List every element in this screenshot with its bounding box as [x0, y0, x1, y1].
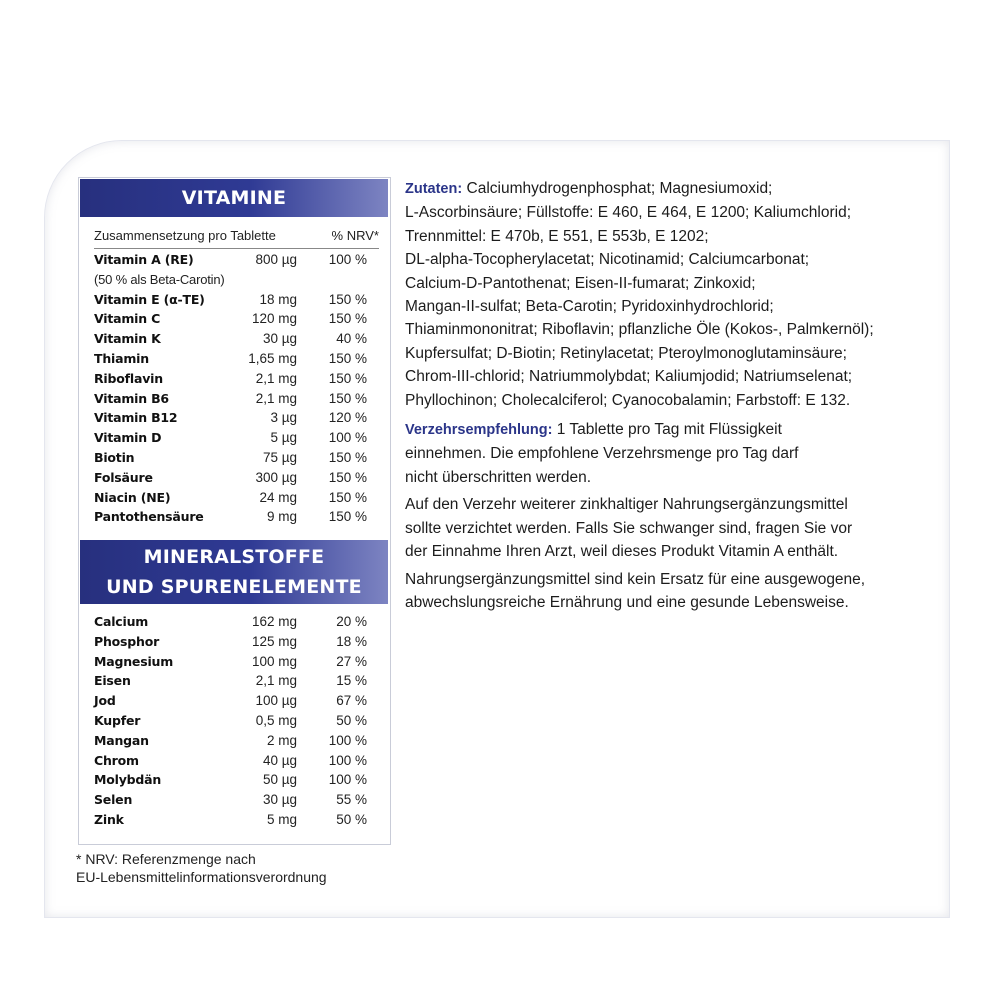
- nutrient-nrv: 27 %: [336, 653, 367, 669]
- text-line: Auf den Verzehr weiterer zinkhaltiger Nahrungsergänzungsmittel: [405, 496, 848, 514]
- nutrient-nrv: 100 %: [328, 252, 367, 267]
- composition-header: Zusammensetzung pro Tablette: [94, 228, 276, 243]
- nutrient-amount: 120 mg: [251, 311, 297, 327]
- nutrient-name: Pantothensäure: [94, 509, 204, 525]
- nutrient-nrv: 150 %: [328, 350, 367, 366]
- nutrient-name: Vitamin A (RE): [94, 252, 194, 267]
- text-line: Nahrungsergänzungsmittel sind kein Ersatz für eine ausgewogene,: [405, 570, 866, 588]
- vitamin-list: [94, 252, 379, 529]
- nutrient-nrv: 100 %: [328, 732, 367, 748]
- nutrient-nrv: 50 %: [336, 712, 367, 728]
- minerals-heading: [80, 540, 388, 604]
- nutrient-nrv: 55 %: [336, 792, 367, 808]
- table-row: [94, 391, 379, 411]
- nutrient-amount: 2,1 mg: [255, 673, 297, 689]
- table-row: [94, 792, 379, 812]
- nutrient-name: Chrom: [94, 752, 139, 768]
- text-line: 1 Tablette pro Tag mit Flüssigkeit: [556, 421, 782, 439]
- text-line: Phyllochinon; Cholecalciferol; Cyanocobalamin; Farbstoff: E 132.: [405, 391, 851, 409]
- nutrient-nrv: 100 %: [328, 430, 367, 446]
- text-line: Mangan-II-sulfat; Beta-Carotin; Pyridoxinhydrochlorid;: [405, 298, 774, 316]
- nutrient-name: Vitamin B6: [94, 390, 169, 406]
- nutrient-name: Vitamin C: [94, 311, 161, 327]
- nutrient-name: Zink: [94, 811, 124, 827]
- nutrient-amount: 162 mg: [251, 614, 297, 629]
- nutrient-nrv: 150 %: [328, 449, 367, 465]
- ingredients-label: Zutaten:: [405, 181, 463, 197]
- nutrient-amount: 30 µg: [262, 792, 297, 808]
- nutrient-name: Calcium: [94, 614, 149, 629]
- nutrient-nrv: 150 %: [328, 489, 367, 505]
- nutrient-name: Jod: [94, 693, 116, 709]
- footnote-line: EU-Lebensmittelinformationsverordnung: [76, 869, 327, 885]
- ingredients-paragraph: [405, 177, 905, 412]
- nutrient-nrv: 18 %: [336, 633, 367, 649]
- nutrient-nrv: 150 %: [328, 469, 367, 485]
- nutrient-amount: 9 mg: [266, 509, 297, 525]
- nutrient-name: Vitamin D: [94, 430, 162, 446]
- nutrient-nrv: 150 %: [328, 291, 367, 307]
- nutrient-nrv: 150 %: [328, 509, 367, 525]
- nutrient-nrv: 50 %: [336, 811, 367, 827]
- table-row: [94, 812, 379, 832]
- nutrient-name: Riboflavin: [94, 370, 163, 386]
- table-row: [94, 331, 379, 351]
- nutrient-amount: 125 mg: [251, 633, 297, 649]
- table-row: [94, 490, 379, 510]
- nutrient-amount: 75 µg: [262, 449, 297, 465]
- nutrient-nrv: 20 %: [336, 614, 367, 629]
- table-row: [94, 292, 379, 312]
- text-line: Calcium-D-Pantothenat; Eisen-II-fumarat; Zinkoxid;: [405, 274, 756, 292]
- text-line: DL-alpha-Tocopherylacetat; Nicotinamid; Calciumcarbonat;: [405, 251, 810, 269]
- nutrient-amount: 800 µg: [255, 252, 297, 267]
- nutrient-name: Niacin (NE): [94, 489, 171, 505]
- vitamins-heading: VITAMINE: [80, 179, 388, 217]
- mineral-list: [94, 614, 379, 832]
- text-line: nicht überschritten werden.: [405, 468, 592, 486]
- nutrient-name: Vitamin K: [94, 331, 161, 347]
- nutrient-amount: 30 µg: [262, 331, 297, 347]
- nutrient-name: Mangan: [94, 732, 149, 748]
- table-row: [94, 470, 379, 490]
- header-divider: [94, 248, 379, 249]
- ingredients-text: [405, 180, 874, 409]
- nutrient-name: (50 % als Beta-Carotin): [94, 271, 225, 287]
- nutrient-amount: 0,5 mg: [255, 712, 297, 728]
- nutrient-name: Selen: [94, 792, 133, 808]
- nutrient-name: Phosphor: [94, 633, 160, 649]
- text-line: L-Ascorbinsäure; Füllstoffe: E 460, E 464, E 1200; Kaliumchlorid;: [405, 204, 852, 222]
- text-line: Kupfersulfat; D-Biotin; Retinylacetat; Pteroylmonoglutaminsäure;: [405, 344, 847, 362]
- nutrient-amount: 1,65 mg: [248, 350, 297, 366]
- nutrient-amount: 300 µg: [255, 469, 297, 485]
- nutrient-amount: 2,1 mg: [255, 370, 297, 386]
- nutrient-name: Thiamin: [94, 350, 149, 366]
- table-row: [94, 272, 379, 292]
- text-line: Chrom-III-chlorid; Natriummolybdat; Kaliumjodid; Natriumselenat;: [405, 368, 853, 386]
- usage-paragraph: [405, 418, 905, 489]
- usage-label: Verzehrsempfehlung:: [405, 422, 553, 439]
- nutrient-name: Folsäure: [94, 469, 153, 485]
- minerals-heading-line1: MINERALSTOFFE: [143, 546, 325, 568]
- table-row: [94, 371, 379, 391]
- nutrient-amount: 24 mg: [259, 489, 297, 505]
- nutrient-amount: 100 µg: [255, 693, 297, 709]
- table-row: [94, 654, 379, 674]
- nutrient-nrv: 100 %: [328, 772, 367, 788]
- nutrient-name: Eisen: [94, 673, 131, 689]
- nutrient-nrv: 150 %: [328, 390, 367, 406]
- table-row: [94, 634, 379, 654]
- nutrient-amount: 2 mg: [266, 732, 297, 748]
- nutrient-amount: 5 µg: [270, 430, 297, 446]
- nrv-footnote: [76, 850, 327, 886]
- nutrient-name: Molybdän: [94, 772, 162, 788]
- nutrient-nrv: 40 %: [336, 331, 367, 347]
- info-text-block: [405, 177, 905, 618]
- nutrient-name: Magnesium: [94, 653, 174, 669]
- nutrient-amount: 18 mg: [259, 291, 297, 307]
- text-line: abwechslungsreiche Ernährung und eine gesunde Lebensweise.: [405, 593, 849, 611]
- table-row: [94, 713, 379, 733]
- nutrient-name: Vitamin E (α-TE): [94, 291, 205, 307]
- table-row: [94, 430, 379, 450]
- nutrient-nrv: 67 %: [336, 693, 367, 709]
- footnote-line: * NRV: Referenzmenge nach: [76, 851, 256, 867]
- table-row: [94, 351, 379, 371]
- nutrient-nrv: 100 %: [328, 752, 367, 768]
- table-row: [94, 509, 379, 529]
- disclaimer-paragraph: [405, 568, 905, 615]
- text-line: Trennmittel: E 470b, E 551, E 553b, E 1202;: [405, 227, 709, 245]
- table-row: [94, 450, 379, 470]
- nutrient-nrv: 15 %: [336, 673, 367, 689]
- nutrient-amount: 2,1 mg: [255, 390, 297, 406]
- text-line: einnehmen. Die empfohlene Verzehrsmenge pro Tag darf: [405, 445, 799, 463]
- nutrient-nrv: 150 %: [328, 370, 367, 386]
- table-row: [94, 252, 379, 272]
- nutrient-amount: 3 µg: [270, 410, 297, 426]
- nutrient-name: Kupfer: [94, 712, 141, 728]
- table-row: [94, 614, 379, 634]
- nutrient-amount: 5 mg: [266, 811, 297, 827]
- nutrient-name: Vitamin B12: [94, 410, 178, 426]
- table-row: [94, 693, 379, 713]
- nutrient-nrv: 150 %: [328, 311, 367, 327]
- table-row: [94, 772, 379, 792]
- text-line: Thiaminmononitrat; Riboflavin; pflanzliche Öle (Kokos-, Palmkernöl);: [405, 321, 874, 339]
- nutrient-amount: 40 µg: [262, 752, 297, 768]
- text-line: Calciumhydrogenphosphat; Magnesiumoxid;: [466, 180, 773, 197]
- text-line: sollte verzichtet werden. Falls Sie schwanger sind, fragen Sie vor: [405, 519, 853, 537]
- nutrient-nrv: 120 %: [328, 410, 367, 426]
- table-row: [94, 753, 379, 773]
- table-row: [94, 673, 379, 693]
- table-row: [94, 410, 379, 430]
- table-row: [94, 311, 379, 331]
- nrv-header: % NRV*: [331, 228, 379, 243]
- nutrient-amount: 100 mg: [251, 653, 297, 669]
- nutrient-amount: 50 µg: [262, 772, 297, 788]
- table-row: [94, 733, 379, 753]
- minerals-heading-line2: UND SPURENELEMENTE: [106, 576, 362, 598]
- warning-paragraph: [405, 493, 905, 563]
- nutrient-name: Biotin: [94, 449, 135, 465]
- text-line: der Einnahme Ihren Arzt, weil dieses Produkt Vitamin A enthält.: [405, 543, 839, 561]
